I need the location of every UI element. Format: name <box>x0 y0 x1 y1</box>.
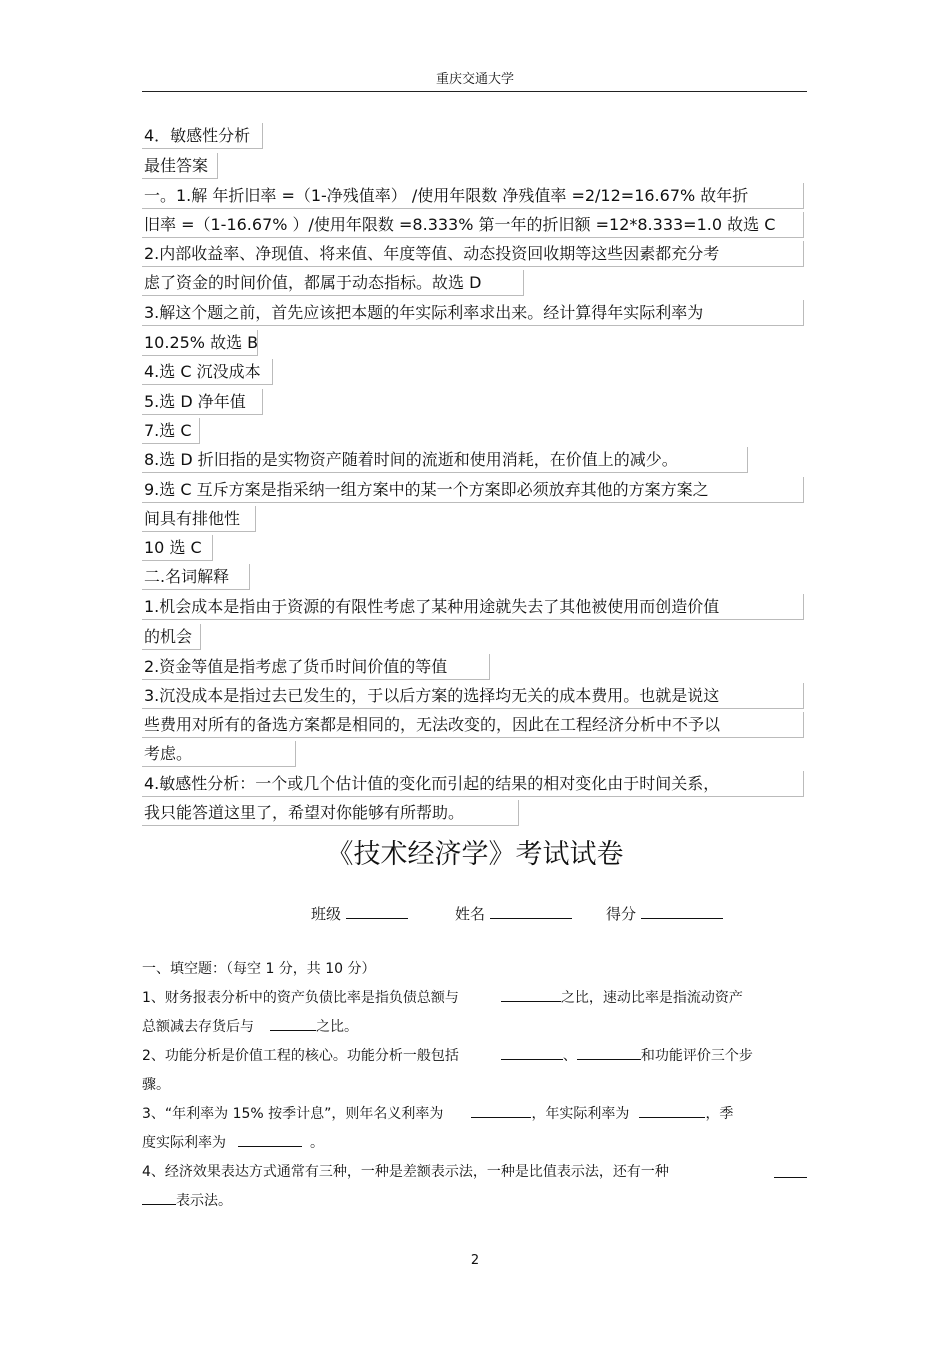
answer-line: 4．敏感性分析 <box>142 123 263 149</box>
page-number: 2 <box>470 1253 480 1268</box>
answer-line: 些费用对所有的备选方案都是相同的，无法改变的，因此在工程经济分析中不予以 <box>142 712 804 738</box>
question-text: 1、财务报表分析中的资产负债比率是指负债总额与 <box>142 990 459 1006</box>
question-text: 表示法。 <box>176 1193 232 1209</box>
question-2-line-1 <box>142 1045 753 1065</box>
question-text: 2、功能分析是价值工程的核心。功能分析一般包括 <box>142 1048 459 1064</box>
answer-line: 4.选 C 沉没成本 <box>142 359 273 385</box>
answer-line: 虑了资金的时间价值，都属于动态指标。故选 D <box>142 270 524 296</box>
answer-line: 我只能答道这里了，希望对你能够有所帮助。 <box>142 800 519 826</box>
question-1-line-1 <box>142 987 743 1007</box>
question-4-line-2 <box>142 1190 232 1210</box>
answer-line: 最佳答案 <box>142 153 218 179</box>
answer-line: 考虑。 <box>142 741 296 767</box>
question-2-line-2: 骤。 <box>142 1077 170 1093</box>
question-text: ，年实际利率为 <box>531 1106 630 1122</box>
question-text: 、 <box>562 1048 577 1064</box>
answer-blank <box>501 1045 563 1060</box>
question-text: 之比，速动比率是指流动资产 <box>560 990 743 1006</box>
class-blank <box>346 904 408 919</box>
running-header: 重庆交通大学 <box>435 72 514 87</box>
score-blank <box>641 904 723 919</box>
answer-line: 2.内部收益率、净现值、将来值、年度等值、动态投资回收期等这些因素都充分考 <box>142 241 804 267</box>
answer-line: 3.沉没成本是指过去已发生的，于以后方案的选择均无关的成本费用。也就是说这 <box>142 683 804 709</box>
exam-title: 《技术经济学》考试试卷 <box>326 839 624 870</box>
answer-line: 一。1.解 年折旧率 =（1-净残值率） /使用年限数 净残值率 =2/12=16.67% 故年折 <box>142 183 804 209</box>
answer-line: 2.资金等值是指考虑了货币时间价值的等值 <box>142 654 490 680</box>
section1-heading: 一、填空题：（每空 1 分，共 10 分） <box>142 961 376 977</box>
answer-line: 1.机会成本是指由于资源的有限性考虑了某种用途就失去了其他被使用而创造价值 <box>142 594 804 620</box>
answer-line: 7.选 C <box>142 418 200 444</box>
answer-line: 间具有排他性 <box>142 506 256 532</box>
answer-line: 9.选 C 互斥方案是指采纳一组方案中的某一个方案即必须放弃其他的方案方案之 <box>142 477 804 503</box>
class-field <box>311 903 408 924</box>
answer-blank <box>501 987 561 1002</box>
answer-line: 3.解这个题之前，首先应该把本题的年实际利率求出来。经计算得年实际利率为 <box>142 300 804 326</box>
question-text: 。 <box>310 1135 324 1151</box>
answer-blank <box>471 1103 531 1118</box>
score-field <box>606 903 723 924</box>
question-text: 之比。 <box>316 1019 358 1035</box>
question-4-line-1: 4、经济效果表达方式通常有三种，一种是差额表示法，一种是比值表示法，还有一种 <box>142 1164 669 1180</box>
class-label: 班级 <box>311 905 342 923</box>
question-3-line-2 <box>142 1132 324 1152</box>
name-field <box>455 903 572 924</box>
question-1-line-2 <box>142 1016 358 1036</box>
question-text: 度实际利率为 <box>142 1135 226 1151</box>
question-3-line-1 <box>142 1103 733 1123</box>
question-text: 和功能评价三个步 <box>640 1048 753 1064</box>
answer-blank <box>142 1190 176 1205</box>
answer-blank <box>238 1132 302 1147</box>
header-rule <box>142 91 807 92</box>
score-label: 得分 <box>606 905 637 923</box>
section-heading: 二.名词解释 <box>142 564 250 590</box>
answer-line: 10.25% 故选 B <box>142 330 258 356</box>
answer-line: 4.敏感性分析：一个或几个估计值的变化而引起的结果的相对变化由于时间关系， <box>142 771 804 797</box>
answer-blank <box>577 1045 641 1060</box>
question-text: 总额减去存货后与 <box>142 1019 254 1035</box>
answer-blank <box>270 1016 316 1031</box>
question-text: 3、“年利率为 15% 按季计息”，则年名义利率为 <box>142 1106 444 1122</box>
answer-line: 旧率 =（1-16.67% ）/使用年限数 =8.333% 第一年的折旧额 =12*8.333=1.0 故选 C <box>142 212 804 238</box>
answer-line: 的机会 <box>142 624 201 650</box>
answer-line: 5.选 D 净年值 <box>142 389 263 415</box>
name-blank <box>490 904 572 919</box>
name-label: 姓名 <box>455 905 486 923</box>
question-text: ，季 <box>705 1106 734 1122</box>
answer-blank <box>639 1103 705 1118</box>
answer-blank <box>774 1163 807 1178</box>
answer-line: 10 选 C <box>142 535 213 561</box>
answer-line: 8.选 D 折旧指的是实物资产随着时间的流逝和使用消耗，在价值上的减少。 <box>142 447 748 473</box>
